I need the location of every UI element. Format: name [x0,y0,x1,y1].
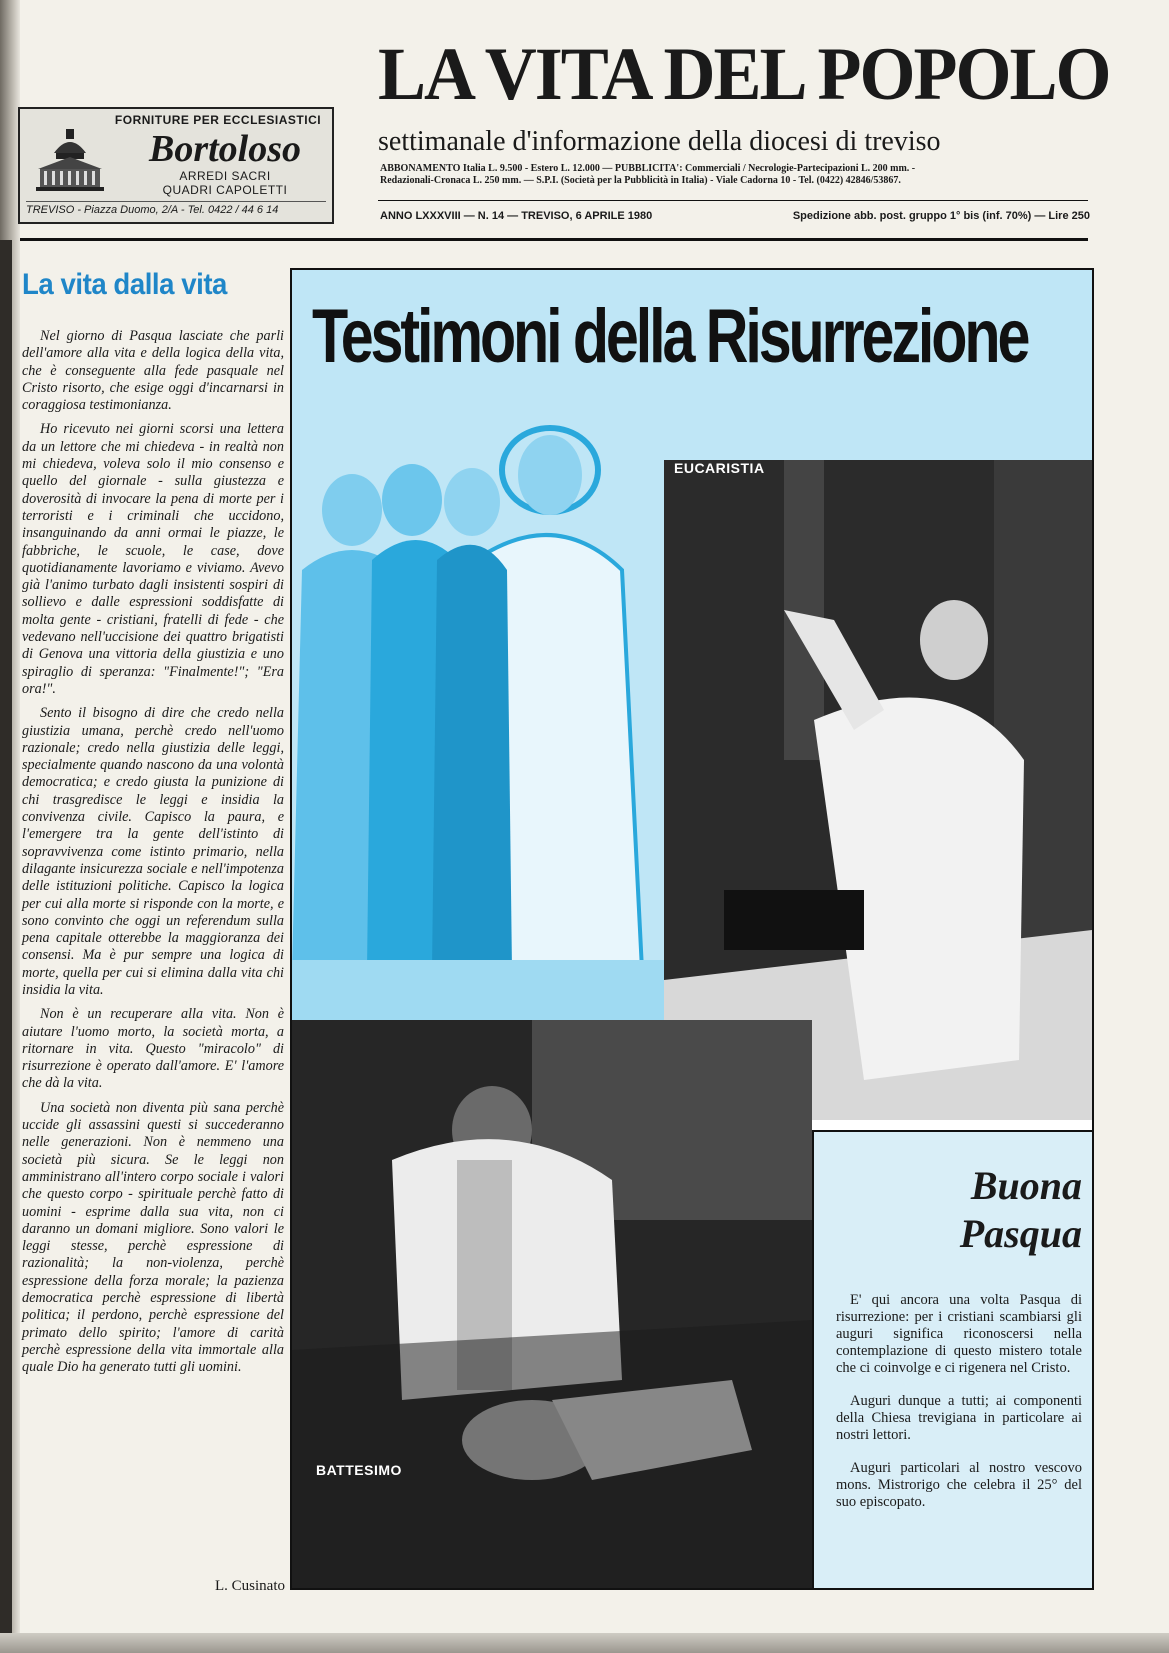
ad-brand-name: Bortoloso [148,128,302,170]
church-icon [32,125,108,195]
bortoloso-advertisement [18,107,334,224]
easter-greetings-title [834,1162,1082,1258]
column-paragraph: Sento il bisogno di dire che credo nella giustizia umana, perchè credo nell'uomo razionale; credo nella giustizia delle leggi, specialmente quando nascono da una volontà democratica; e credo giusta la punizione di chi trasgredisce le leggi e insidia la convivenza civile. Capisco la paura, e l'emergere tra la gente dell'istinto di sopravvivenza come istinto primario, nella dilagante insicurezza sociale e nell'impotenza delle istituzioni politiche. Capisco la logica per cui alla morte si risponde con la morte, e sono convinto che oggi un referendum sulla pena capitale otterebbe la maggioranza dei consensi. Ma è pur sempre una logica di morte, quella per cui si elimina dalla vita chi insidia la vita. [22,705,284,998]
easter-greetings-paragraph: Auguri dunque a tutti; ai componenti della Chiesa trevigiana in particolare ai nostri lettori. [836,1393,1082,1443]
ad-line-1: ARREDI SACRI [179,169,271,183]
header-rule [20,238,1088,241]
page-bottom-edge [0,1633,1169,1653]
newspaper-subtitle: settimanale d'informazione della diocesi di treviso [378,126,941,157]
baptism-caption: BATTESIMO [316,1462,402,1478]
issue-number: ANNO LXXXVIII — N. 14 — TREVISO, 6 APRILE 1980 [380,210,653,222]
feature-panel [290,268,1094,1590]
ad-address: TREVISO - Piazza Duomo, 2/A - Tel. 0422 / 44 6 14 [26,201,326,216]
eucharist-caption: EUCARISTIA [674,460,765,476]
resurrection-painting-illustration [292,270,670,1020]
column-paragraph: Nel giorno di Pasqua lasciate che parli dell'amore alla vita e della logica della vita, che è conseguente alla fede pasquale nel Cristo risorto, che esige oggi d'incarnarsi in coraggiosa testimonianza. [22,328,284,414]
subscription-info-line-2: Redazionali-Cronaca L. 250 mm. — S.P.I. (Società per la Pubblicità in Italia) - Viale Cadorna 10 - Tel. (0422) 42846/53867. [380,175,901,186]
baptism-photo [292,1020,812,1588]
easter-greetings-title-line-2: Pasqua [959,1211,1082,1256]
issue-line [380,210,1090,222]
ad-tagline: FORNITURE PER ECCLESIASTICI [114,113,322,127]
easter-greetings-box [812,1130,1094,1590]
subscription-info [380,163,1090,187]
masthead-divider [378,200,1088,201]
resurrection-painting [292,270,670,1020]
postal-info: Spedizione abb. post. gruppo 1° bis (inf. 70%) — Lire 250 [792,210,1090,222]
column-signature: L. Cusinato [215,1578,285,1594]
easter-greetings-title-line-1: Buona [970,1163,1082,1208]
ad-line-2: QUADRI CAPOLETTI [162,183,288,197]
column-paragraph: Ho ricevuto nei giorni scorsi una lettera da un lettore che mi chiedeva - in realtà non mi chiedeva, voleva solo il mio consenso e quello del giornale - sulla giustezza e doverosità di invocare la pena di morte per i terroristi e i criminali che uccidono, insanguinando da anni ormai le piazze, le fabbriche, le scuole, le case, dove quotidianamente lavoriamo e viviamo. Avevo già l'animo turbato dagli insistenti sospiri di sollievo e dalle espressioni soddisfatte di molta gente - cristiani, fratelli di fede - che vedevano nell'uccisione dei quattro brigatisti di Genova una vittoria della giustizia e uno spiraglio di speranza: "Finalmente!"; "Era ora!". [22,421,284,697]
column-heading: La vita dalla vita [22,268,227,301]
easter-greetings-paragraph: Auguri particolari al nostro vescovo mons. Mistrorigo che celebra il 25° del suo episcopato. [836,1460,1082,1510]
column-article [22,328,284,1384]
binding-shadow [0,240,12,1653]
easter-greetings-paragraph: E' qui ancora una volta Pasqua di risurrezione: per i cristiani scambiarsi gli auguri significa riconoscersi nella contemplazione di questo mistero totale che ci coinvolge e ci rigenera nel Cristo. [836,1292,1082,1376]
newspaper-title: LA VITA DEL POPOLO [378,32,1110,116]
easter-greetings-text [836,1292,1082,1527]
baptism-photo-illustration [292,1020,812,1588]
column-paragraph: Una società non diventa più sana perchè uccide gli assassini questi si succederanno nelle generazioni. Non è nemmeno una società più sicura. Se le leggi non amministrano all'intero corpo sociale i valori che questo corpo - spirituale perchè fatto di uomini - esprime dalla sua vita, non ci daranno un domani migliore. Sono valori le leggi stesse, perchè espressione di razionalità; la non-violenza, perchè espressione della forza morale; la pazienza democratica perchè espressione di libertà politica; il perdono, perchè espressione del primato dello spirito; l'amore di carità perchè espressione della vita immortale alla quale Dio ha generato tutti gli uomini. [22,1099,284,1376]
column-paragraph: Non è un recuperare alla vita. Non è aiutare l'uomo morto, la società morta, a ritornare in vita. Questo "miracolo" di risurrezione è operato dall'amore. E' l'amore che dà la vita. [22,1006,284,1092]
subscription-info-line-1: ABBONAMENTO Italia L. 9.500 - Estero L. 12.000 — PUBBLICITA': Commerciali / Necrologie-Partecipazioni L. 200 mm. - [380,163,916,174]
feature-headline: Testimoni della Risurrezione [312,294,1028,379]
